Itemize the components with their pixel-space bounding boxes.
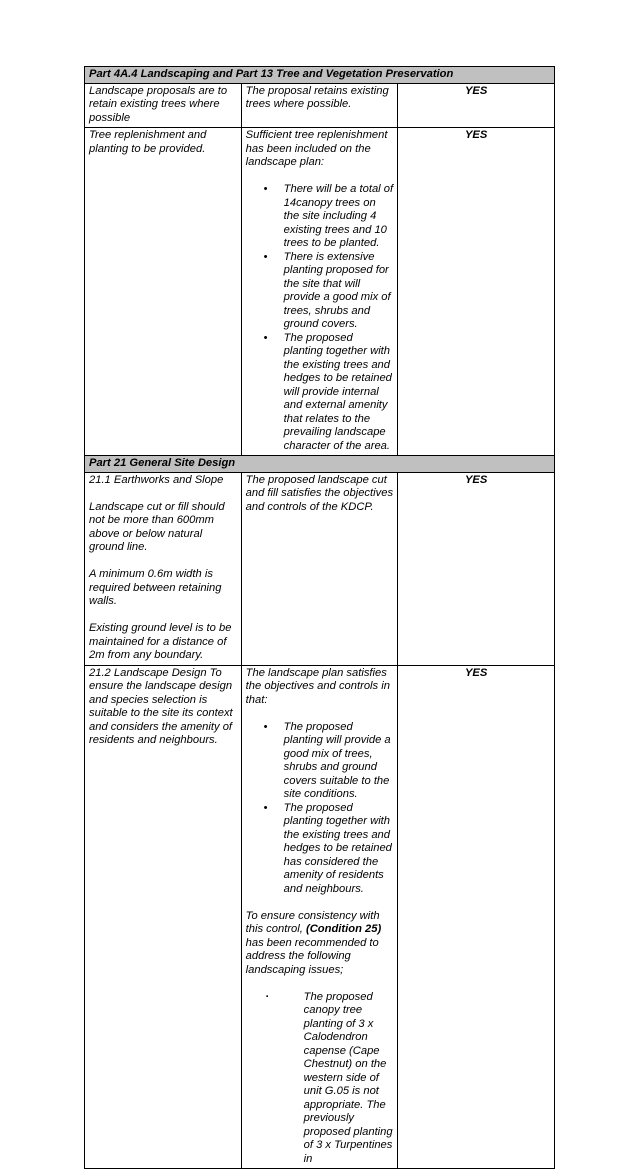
bullet-list: [246, 183, 394, 453]
complies-cell: YES: [398, 128, 555, 456]
complies-cell: YES: [398, 665, 555, 1169]
section-header-site-design: [85, 456, 555, 473]
list-item: • There is extensive planting proposed for the site that will provide a good mix of trees, shrubs and ground covers.: [284, 251, 394, 332]
comment-cell: [241, 665, 398, 1169]
comment-cell: The proposed landscape cut and fill satisfies the objectives and controls of the KDCP.: [241, 472, 398, 665]
note-text: has been recommended to address the following landscaping issues;: [245, 936, 379, 976]
complies-cell: YES: [398, 83, 555, 128]
section-heading: Part 21 General Site Design: [85, 456, 555, 473]
control-text: Landscape cut or fill should not be more than 600mm above or below natural ground line.: [89, 500, 225, 553]
control-cell: [85, 472, 242, 665]
condition-note: [246, 910, 394, 978]
control-cell: Landscape proposals are to retain existing trees where possible: [85, 83, 242, 128]
table-row: [85, 83, 555, 128]
list-item: • There will be a total of 14canopy trees on the site including 4 existing trees and 10 trees to be planted.: [284, 183, 394, 251]
table-row: [85, 472, 555, 665]
comment-text: Sufficient tree replenishment has been included on the landscape plan:: [245, 129, 388, 168]
comment-cell: The proposal retains existing trees where possible.: [241, 83, 398, 128]
list-item: • The proposed planting together with the existing trees and hedges to be retained has considered the amenity of residents and neighbours.: [284, 802, 394, 897]
section-header-landscaping: [85, 67, 555, 84]
table-row: [85, 665, 555, 1169]
table-row: [85, 128, 555, 456]
note-text: To ensure consistency with this control,: [245, 909, 380, 935]
sub-bullet-list: [246, 991, 394, 1167]
section-heading: Part 4A.4 Landscaping and Part 13 Tree and Vegetation Preservation: [85, 67, 555, 84]
control-text: Existing ground level is to be maintained for a distance of 2m from any boundary.: [89, 622, 232, 661]
comment-cell: [241, 128, 398, 456]
list-item: · The proposed canopy tree planting of 3 x Calodendron capense (Cape Chestnut) on the western side of unit G.05 is not appropriate. The previously proposed planting of 3 x Turpentines in: [304, 991, 394, 1167]
list-item: • The proposed planting will provide a good mix of trees, shrubs and ground covers suitable to the site conditions.: [284, 721, 394, 802]
control-title: 21.1 Earthworks and Slope: [89, 473, 224, 486]
control-cell: 21.2 Landscape Design To ensure the landscape design and species selection is suitable to the site its context and considers the amenity of residents and neighbours.: [85, 665, 242, 1169]
bullet-list: [246, 721, 394, 897]
control-text: A minimum 0.6m width is required between retaining walls.: [89, 568, 222, 607]
complies-cell: YES: [398, 472, 555, 665]
list-item: • The proposed planting together with the existing trees and hedges to be retained will provide internal and external amenity that relates to the prevailing landscape character of the area.: [284, 332, 394, 454]
condition-reference: (Condition 25): [305, 923, 382, 935]
control-cell: Tree replenishment and planting to be provided.: [85, 128, 242, 456]
comment-text: The landscape plan satisfies the objectives and controls in that:: [245, 666, 390, 706]
assessment-table: [84, 66, 555, 1169]
